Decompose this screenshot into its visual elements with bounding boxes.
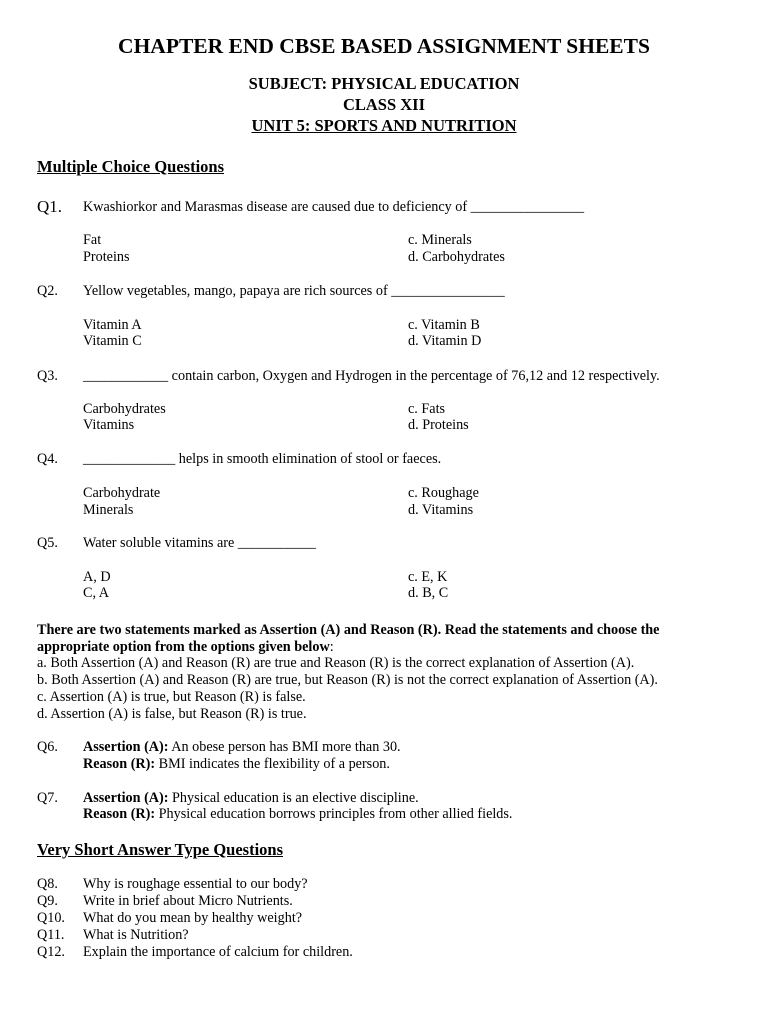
unit-line: [0, 116, 768, 136]
option-b: Proteins: [83, 249, 130, 265]
assertion-label: Assertion (A):: [83, 790, 169, 806]
document-title: CHAPTER END CBSE BASED ASSIGNMENT SHEETS: [118, 34, 650, 58]
question-text: What do you mean by healthy weight?: [83, 910, 303, 926]
option-d: d. Carbohydrates: [408, 249, 505, 265]
question-text: What is Nutrition?: [83, 927, 189, 943]
choice-d: d. Assertion (A) is false, but Reason (R) is true.: [37, 706, 307, 722]
question-number: Q9.: [37, 893, 58, 909]
choice-b: b. Both Assertion (A) and Reason (R) are true, but Reason (R) is not the correct explanation of Assertion (A).: [37, 672, 658, 688]
option-a: Carbohydrate: [83, 485, 161, 501]
question-number: Q7.: [37, 790, 58, 806]
question-number: Q8.: [37, 876, 58, 892]
option-b: Vitamin C: [83, 333, 142, 349]
question-number: Q6.: [37, 739, 58, 755]
reason-line: [83, 806, 512, 823]
option-c: c. Minerals: [408, 232, 472, 248]
instruction-text: appropriate option from the options given below: [37, 639, 330, 655]
question-number: Q5.: [37, 535, 58, 551]
question-number: Q4.: [37, 451, 58, 467]
option-c: c. Vitamin B: [408, 317, 480, 333]
option-d: d. Vitamins: [408, 502, 474, 518]
question-number: Q12.: [37, 944, 65, 960]
instruction-colon: :: [329, 639, 334, 655]
option-a: Carbohydrates: [83, 401, 166, 417]
reason-text: Physical education borrows principles from other allied fields.: [158, 806, 513, 822]
question-text: Why is roughage essential to our body?: [83, 876, 308, 892]
option-d: d. Proteins: [408, 417, 469, 433]
option-b: Vitamins: [83, 417, 135, 433]
assertion-line: [83, 739, 401, 756]
option-d: d. B, C: [408, 585, 449, 601]
vsa-heading: Very Short Answer Type Questions: [37, 840, 284, 859]
assertion-instruction-line2: [37, 639, 334, 656]
question-number: Q10.: [37, 910, 65, 926]
assertion-label: Assertion (A):: [83, 739, 169, 755]
reason-label: Reason (R):: [83, 756, 156, 772]
assertion-line: [83, 790, 419, 807]
option-b: C, A: [83, 585, 110, 601]
question-number: Q1.: [37, 197, 63, 216]
option-a: Vitamin A: [83, 317, 142, 333]
option-c: c. Roughage: [408, 485, 479, 501]
unit-text: UNIT 5: SPORTS AND NUTRITION: [251, 116, 517, 135]
class-line: CLASS XII: [342, 95, 426, 114]
option-c: c. E, K: [408, 569, 448, 585]
choice-c: c. Assertion (A) is true, but Reason (R) is false.: [37, 689, 306, 705]
question-text: Water soluble vitamins are ___________: [83, 535, 316, 551]
question-text: _____________ helps in smooth elimination of stool or faeces.: [83, 451, 442, 467]
subject-line: SUBJECT: PHYSICAL EDUCATION: [248, 74, 520, 93]
question-text: Yellow vegetables, mango, papaya are rich sources of ________________: [83, 283, 505, 299]
option-a: A, D: [83, 569, 111, 585]
reason-text: BMI indicates the flexibility of a person.: [158, 756, 390, 772]
choice-a: a. Both Assertion (A) and Reason (R) are true and Reason (R) is the correct explanation of Assertion (A).: [37, 655, 635, 671]
question-number: Q11.: [37, 927, 65, 943]
question-text: Explain the importance of calcium for children.: [83, 944, 353, 960]
question-number: Q3.: [37, 368, 58, 384]
reason-line: [83, 756, 390, 773]
assertion-instruction-line1: There are two statements marked as Assertion (A) and Reason (R). Read the statements and choose the: [37, 622, 660, 638]
mcq-heading: Multiple Choice Questions: [37, 157, 225, 176]
option-c: c. Fats: [408, 401, 446, 417]
assertion-text: Physical education is an elective discipline.: [172, 790, 419, 806]
option-d: d. Vitamin D: [408, 333, 482, 349]
reason-label: Reason (R):: [83, 806, 156, 822]
assertion-text: An obese person has BMI more than 30.: [171, 739, 401, 755]
question-text: Write in brief about Micro Nutrients.: [83, 893, 293, 909]
option-a: Fat: [83, 232, 102, 248]
question-number: Q2.: [37, 283, 58, 299]
question-text: Kwashiorkor and Marasmas disease are caused due to deficiency of ________________: [83, 199, 585, 215]
option-b: Minerals: [83, 502, 134, 518]
question-text: ____________ contain carbon, Oxygen and Hydrogen in the percentage of 76,12 and 12 respectively.: [83, 368, 660, 384]
